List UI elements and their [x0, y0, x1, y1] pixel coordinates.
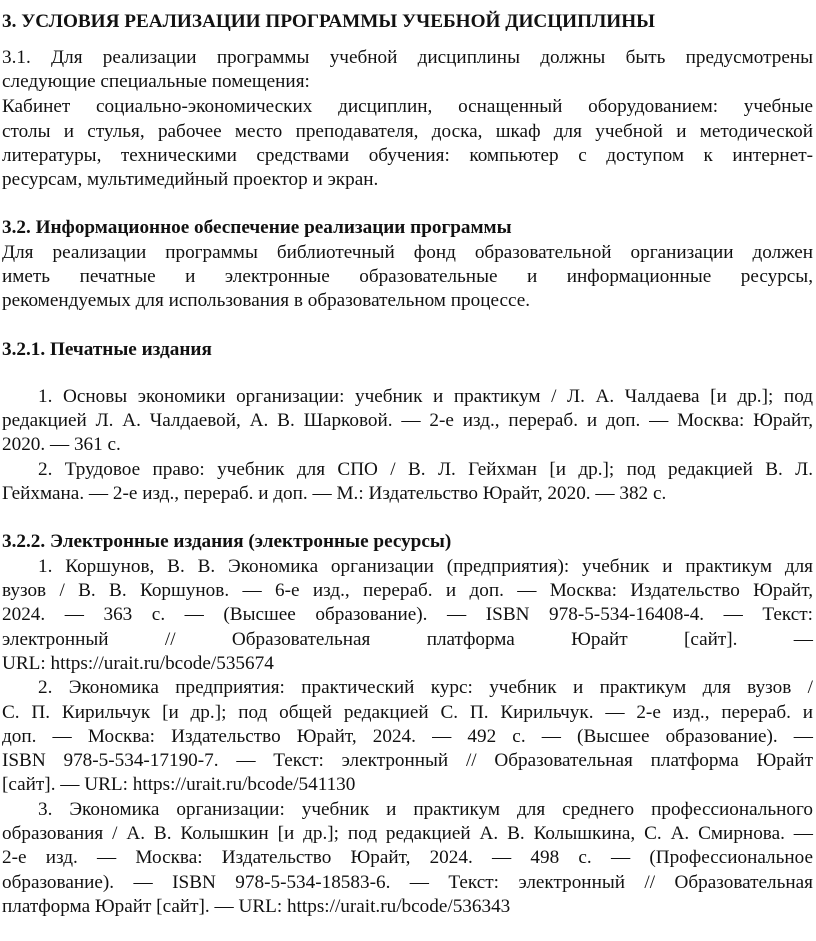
text-line: 3.1. Для реализации программы учебной дисциплины должны быть предусмотрены — [2, 47, 813, 68]
text-line: платформа Юрайт [сайт]. — URL: https://urait.ru/bcode/536343 — [2, 896, 511, 917]
text-line: вузов / В. В. Коршунов. — 6-е изд., перераб. и доп. — Москва: Издательство Юрайт, — [2, 580, 813, 601]
text-line: Для реализации программы библиотечный фонд образовательной организации должен — [2, 242, 813, 263]
text-line: 3. Экономика организации: учебник и практикум для среднего профессионального — [38, 799, 813, 820]
text-line: Гейхмана. — 2-е изд., перераб. и доп. — М.: Издательство Юрайт, 2020. — 382 с. — [2, 483, 667, 504]
text-line: литературы, техническими средствами обучения: компьютер с доступом к интернет- — [2, 145, 813, 166]
text-line: 1. Коршунов, В. В. Экономика организации (предприятия): учебник и практикум для — [38, 556, 813, 577]
section-3-2-title: 3.2. Информационное обеспечение реализации программы — [2, 217, 512, 238]
text-line: 1. Основы экономики организации: учебник и практикум / Л. А. Чалдаева [и др.]; под — [38, 386, 813, 407]
section-3-2-1-title: 3.2.1. Печатные издания — [2, 339, 212, 360]
text-line: С. П. Кирильчук [и др.]; под общей редакцией С. П. Кирильчук. — 2-е изд., перераб. и — [2, 702, 813, 723]
text-line: ISBN 978-5-534-17190-7. — Текст: электронный // Образовательная платформа Юрайт — [2, 750, 813, 771]
text-line: Кабинет социально-экономических дисциплин, оснащенный оборудованием: учебные — [2, 96, 813, 117]
section-3-2-2-title: 3.2.2. Электронные издания (электронные ресурсы) — [2, 531, 452, 552]
text-line: следующие специальные помещения: — [2, 71, 310, 92]
text-line: доп. — Москва: Издательство Юрайт, 2024. — 492 с. — (Высшее образование). — — [2, 726, 813, 747]
text-line: рекомендуемых для использования в образовательном процессе. — [2, 290, 531, 311]
text-line: редакцией Л. А. Чалдаевой, А. В. Шарковой. — 2-е изд., перераб. и доп. — Москва: Юрайт, — [2, 410, 813, 431]
text-line: ресурсам, мультимедийный проектор и экран. — [2, 169, 379, 190]
section-3-title: 3. УСЛОВИЯ РЕАЛИЗАЦИИ ПРОГРАММЫ УЧЕБНОЙ ДИСЦИПЛИНЫ — [2, 11, 656, 32]
text-line: URL: https://urait.ru/bcode/535674 — [2, 653, 274, 674]
text-line: 2. Трудовое право: учебник для СПО / В. Л. Гейхман [и др.]; под редакцией В. Л. — [38, 459, 813, 480]
text-line: электронный // Образовательная платформа Юрайт [сайт]. — — [2, 629, 813, 650]
text-line: образование). — ISBN 978-5-534-18583-6. — Текст: электронный // Образовательная — [2, 872, 813, 893]
text-line: столы и стулья, рабочее место преподавателя, доска, шкаф для учебной и методической — [2, 121, 813, 142]
text-line: 2. Экономика предприятия: практический курс: учебник и практикум для вузов / — [38, 677, 813, 698]
text-line: 2020. — 361 с. — [2, 434, 121, 455]
text-line: образования / А. В. Колышкин [и др.]; под редакцией А. В. Колышкина, С. А. Смирнова. — — [2, 823, 813, 844]
text-line: 2-е изд. — Москва: Издательство Юрайт, 2024. — 498 с. — (Профессиональное — [2, 847, 813, 868]
text-line: 2024. — 363 с. — (Высшее образование). — ISBN 978-5-534-16408-4. — Текст: — [2, 604, 813, 625]
text-line: [сайт]. — URL: https://urait.ru/bcode/541130 — [2, 774, 356, 795]
text-line: иметь печатные и электронные образовательные и информационные ресурсы, — [2, 266, 813, 287]
